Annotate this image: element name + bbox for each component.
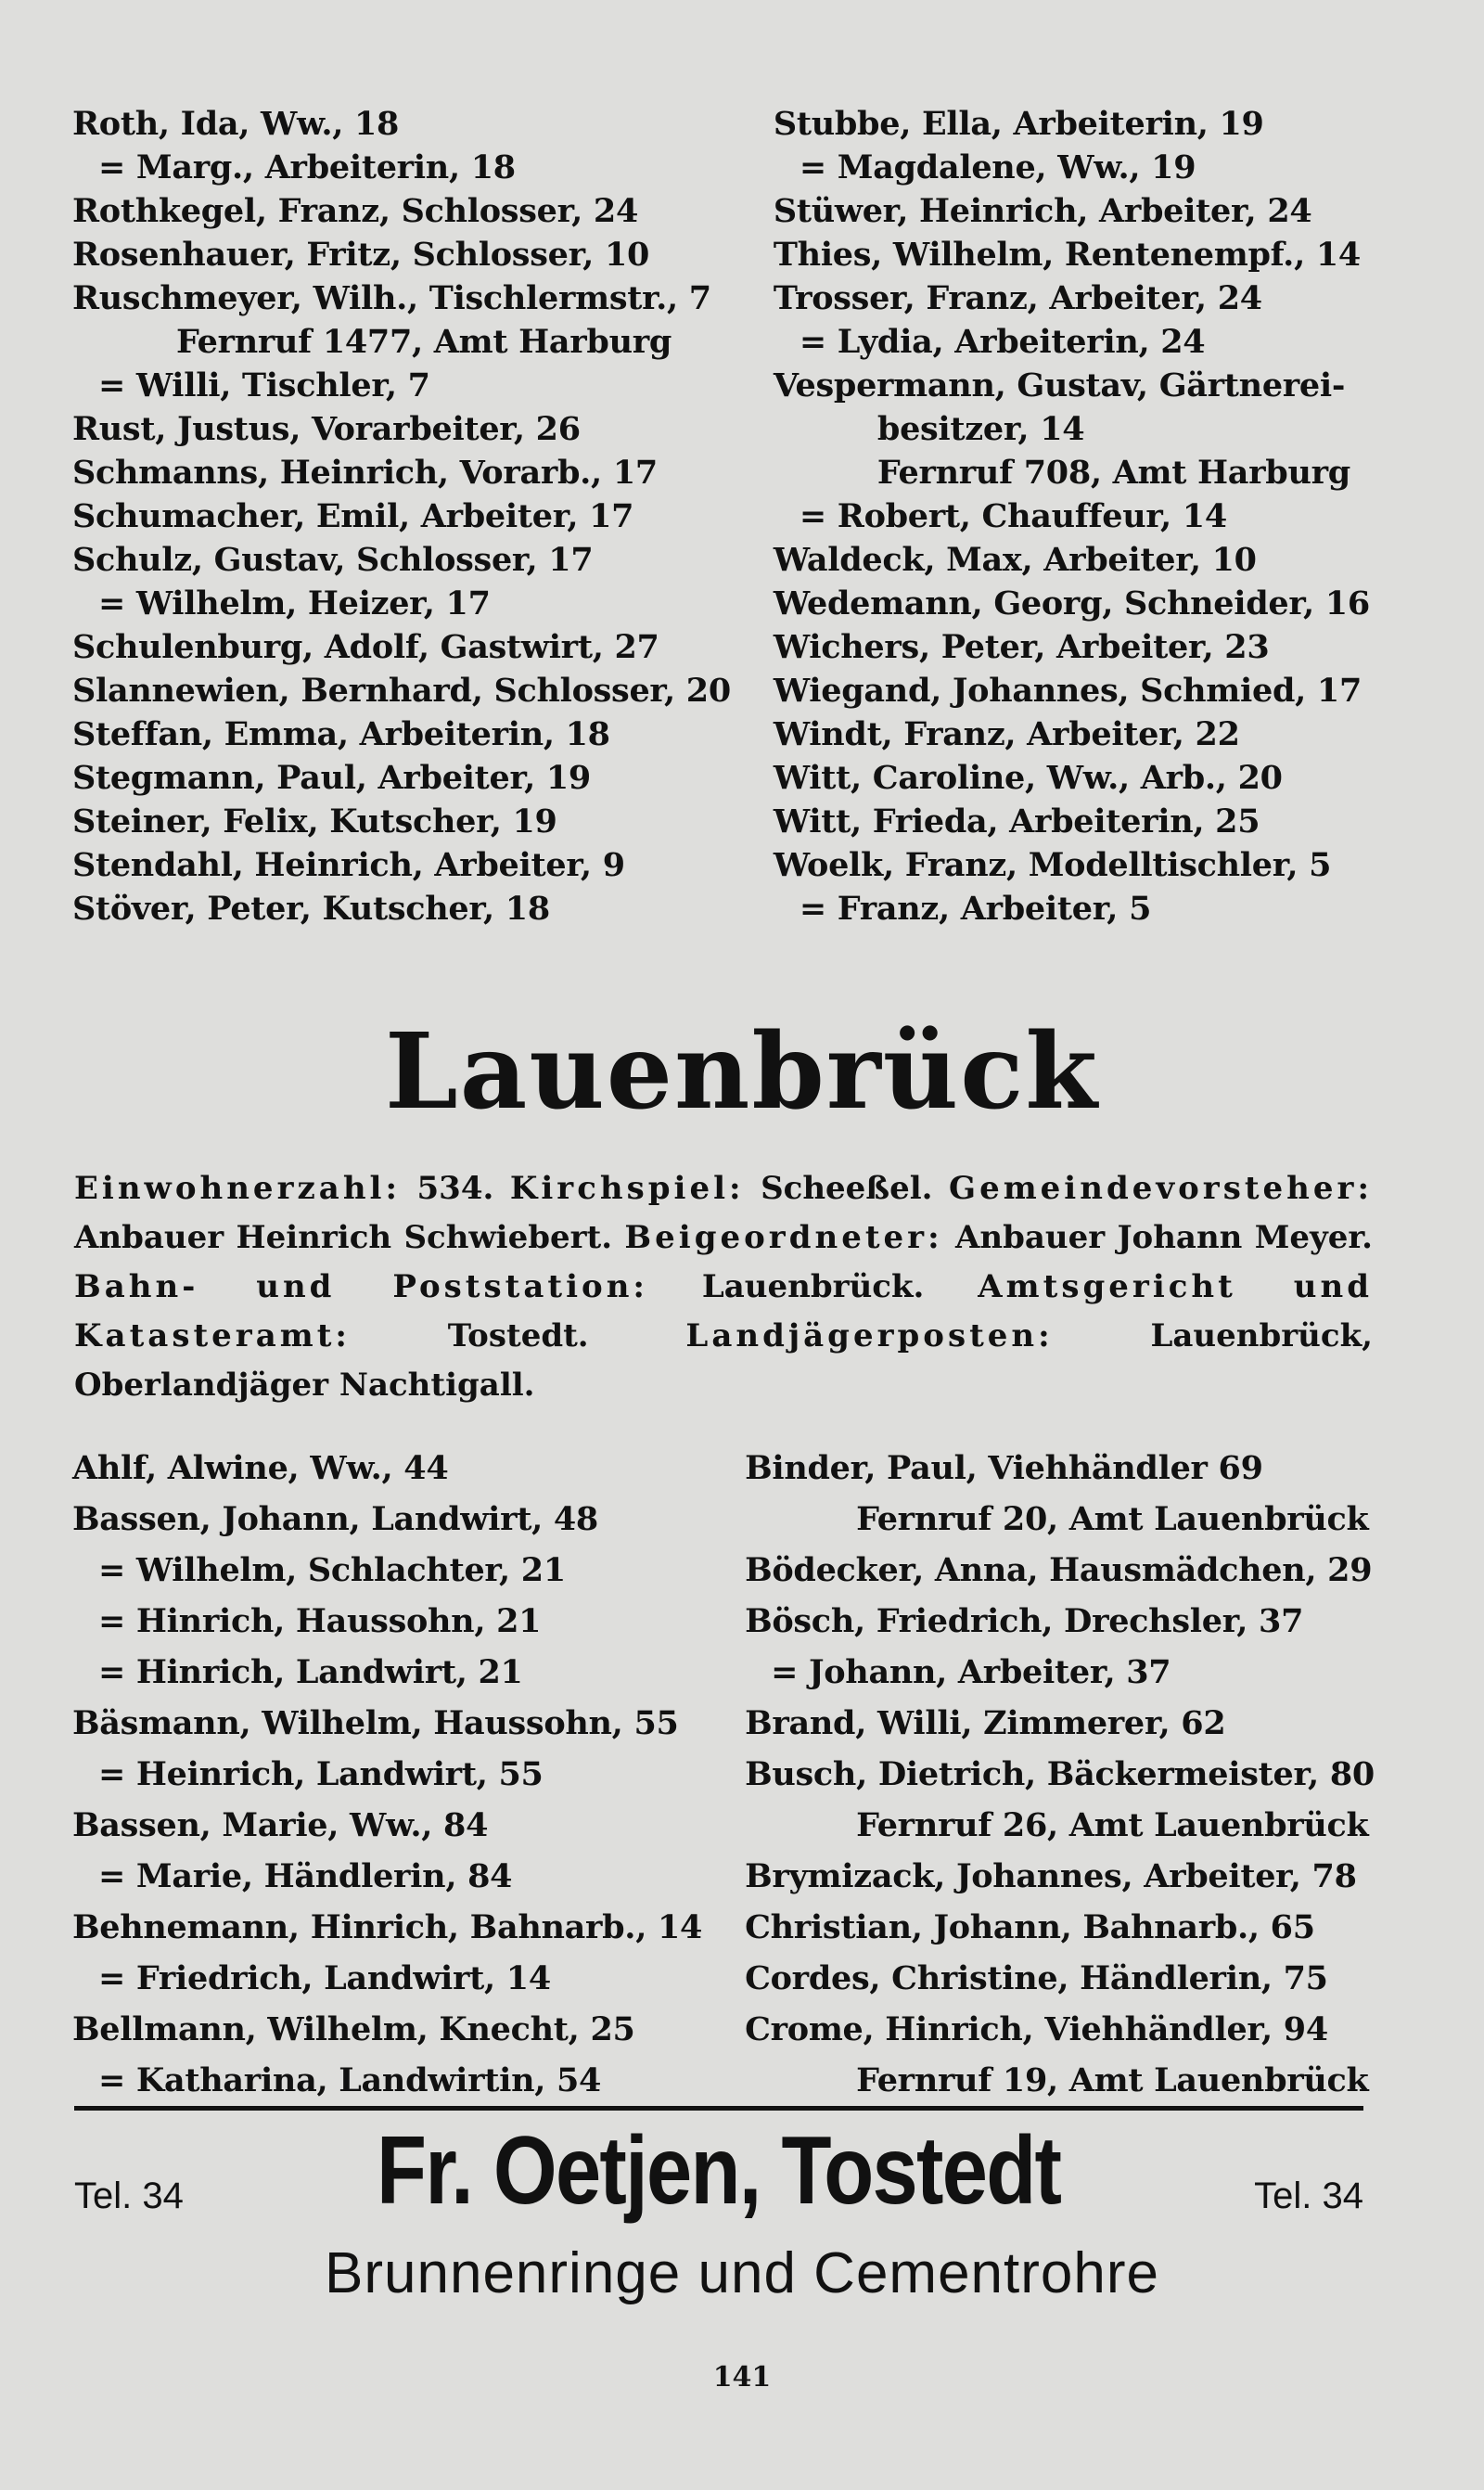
directory-entry: Brymizack, Johannes, Arbeiter, 78: [745, 1857, 1357, 1895]
directory-entry: = Franz, Arbeiter, 5: [799, 890, 1152, 928]
directory-entry: Thies, Wilhelm, Rentenempf., 14: [773, 236, 1361, 274]
directory-entry: Roth, Ida, Ww., 18: [72, 105, 400, 143]
directory-entry: Rosenhauer, Fritz, Schlosser, 10: [72, 236, 650, 274]
directory-entry: Schumacher, Emil, Arbeiter, 17: [72, 497, 634, 535]
directory-entry: Bäsmann, Wilhelm, Haussohn, 55: [72, 1704, 679, 1742]
directory-entry: = Magdalene, Ww., 19: [799, 148, 1196, 186]
directory-entry: Behnemann, Hinrich, Bahnarb., 14: [72, 1908, 703, 1946]
directory-entry: Windt, Franz, Arbeiter, 22: [773, 715, 1240, 753]
info-label: Amtsgericht und Katasteramt:: [74, 1268, 1373, 1354]
info-label: Gemeindevorsteher:: [949, 1170, 1373, 1207]
advertisement: [74, 2117, 1363, 2227]
directory-entry: Ruschmeyer, Wilh., Tischlermstr., 7: [72, 279, 711, 317]
info-label: Bahn- und Poststation:: [74, 1268, 648, 1305]
directory-entry: = Wilhelm, Schlachter, 21: [98, 1551, 566, 1589]
directory-entry: Wiegand, Johannes, Schmied, 17: [773, 672, 1362, 710]
directory-entry: Rothkegel, Franz, Schlosser, 24: [72, 192, 639, 230]
directory-entry: Stendahl, Heinrich, Arbeiter, 9: [72, 846, 625, 884]
directory-entry: = Friedrich, Landwirt, 14: [98, 1959, 551, 1997]
directory-entry: Witt, Caroline, Ww., Arb., 20: [773, 759, 1283, 797]
directory-entry: Fernruf 26, Amt Lauenbrück: [856, 1806, 1369, 1844]
directory-entry: = Lydia, Arbeiterin, 24: [799, 323, 1206, 361]
directory-entry: = Robert, Chauffeur, 14: [799, 497, 1227, 535]
directory-entry: = Johann, Arbeiter, 37: [771, 1653, 1171, 1691]
directory-entry: = Marg., Arbeiterin, 18: [98, 148, 516, 186]
directory-entry: = Heinrich, Landwirt, 55: [98, 1755, 544, 1793]
info-value: Tostedt.: [447, 1317, 589, 1354]
info-value: Anbauer Johann Meyer.: [954, 1219, 1374, 1256]
directory-entry: Bösch, Friedrich, Drechsler, 37: [745, 1602, 1304, 1640]
directory-entry: Crome, Hinrich, Viehhändler, 94: [745, 2010, 1328, 2048]
directory-entry: Binder, Paul, Viehhändler 69: [745, 1449, 1263, 1487]
directory-entry: Witt, Frieda, Arbeiterin, 25: [773, 802, 1260, 841]
directory-entry: Schulenburg, Adolf, Gastwirt, 27: [72, 628, 659, 666]
directory-entry: Stüwer, Heinrich, Arbeiter, 24: [773, 192, 1312, 230]
town-info: [74, 1164, 1373, 1410]
directory-entry: Ahlf, Alwine, Ww., 44: [72, 1449, 449, 1487]
directory-entry: Stöver, Peter, Kutscher, 18: [72, 890, 550, 928]
directory-entry: = Katharina, Landwirtin, 54: [98, 2061, 602, 2099]
directory-entry: Brand, Willi, Zimmerer, 62: [745, 1704, 1226, 1742]
directory-entry: Busch, Dietrich, Bäckermeister, 80: [745, 1755, 1375, 1793]
info-value: Lauenbrück, Oberlandjäger Nachtigall.: [74, 1317, 1373, 1404]
bottom-right-column: [719, 1443, 1386, 2106]
directory-entry: = Hinrich, Landwirt, 21: [98, 1653, 523, 1691]
info-label: Einwohnerzahl:: [74, 1170, 402, 1207]
directory-entry: Bellmann, Wilhelm, Knecht, 25: [72, 2010, 635, 2048]
page-number: 141: [712, 2361, 772, 2394]
directory-entry: Bassen, Marie, Ww., 84: [72, 1806, 489, 1844]
bottom-left-column: [65, 1443, 719, 2106]
info-value: Lauenbrück.: [701, 1268, 925, 1305]
directory-entry: Stubbe, Ella, Arbeiterin, 19: [773, 105, 1264, 143]
info-value: Scheeßel.: [761, 1170, 933, 1207]
top-columns: [65, 102, 1370, 946]
directory-entry: Rust, Justus, Vorarbeiter, 26: [72, 410, 581, 448]
ad-tel-left: Tel. 34: [74, 2176, 184, 2216]
directory-entry: Wichers, Peter, Arbeiter, 23: [773, 628, 1270, 666]
directory-entry: Fernruf 19, Amt Lauenbrück: [856, 2061, 1369, 2099]
info-label: Beigeordneter:: [624, 1219, 943, 1256]
ad-tagline: Brunnenringe und Cementrohre: [325, 2241, 1159, 2305]
bottom-columns: [65, 1443, 1375, 2106]
directory-entry: Slannewien, Bernhard, Schlosser, 20: [72, 672, 731, 710]
directory-entry: Woelk, Franz, Modelltischler, 5: [773, 846, 1332, 884]
directory-entry: Cordes, Christine, Händlerin, 75: [745, 1959, 1328, 1997]
directory-entry: besitzer, 14: [876, 410, 1085, 448]
info-value: 534.: [416, 1170, 494, 1207]
ad-tel-right: Tel. 34: [1254, 2176, 1363, 2216]
directory-entry: Vespermann, Gustav, Gärtnerei-: [773, 366, 1346, 404]
ad-rule: [74, 2106, 1363, 2111]
directory-entry: Wedemann, Georg, Schneider, 16: [773, 584, 1370, 622]
directory-entry: = Wilhelm, Heizer, 17: [98, 584, 491, 622]
info-label: Landjägerposten:: [685, 1317, 1054, 1354]
directory-entry: Steffan, Emma, Arbeiterin, 18: [72, 715, 610, 753]
directory-entry: Trosser, Franz, Arbeiter, 24: [773, 279, 1262, 317]
section-heading: Lauenbrück: [385, 1011, 1099, 1133]
directory-entry: Steiner, Felix, Kutscher, 19: [72, 802, 557, 841]
directory-entry: Fernruf 20, Amt Lauenbrück: [856, 1500, 1369, 1538]
directory-entry: Schmanns, Heinrich, Vorarb., 17: [72, 454, 658, 492]
directory-entry: Stegmann, Paul, Arbeiter, 19: [72, 759, 591, 797]
info-value: Anbauer Heinrich Schwiebert.: [74, 1219, 613, 1256]
directory-entry: Fernruf 1477, Amt Harburg: [176, 323, 672, 361]
directory-entry: Schulz, Gustav, Schlosser, 17: [72, 541, 594, 579]
directory-entry: Bödecker, Anna, Hausmädchen, 29: [745, 1551, 1373, 1589]
directory-entry: = Willi, Tischler, 7: [98, 366, 430, 404]
directory-entry: Waldeck, Max, Arbeiter, 10: [773, 541, 1257, 579]
top-right-column: [748, 102, 1381, 946]
directory-entry: Fernruf 708, Amt Harburg: [876, 454, 1350, 492]
directory-entry: Christian, Johann, Bahnarb., 65: [745, 1908, 1315, 1946]
directory-entry: Bassen, Johann, Landwirt, 48: [72, 1500, 598, 1538]
ad-company-name: Fr. Oetjen, Tostedt: [377, 2117, 1061, 2225]
info-label: Kirchspiel:: [509, 1170, 745, 1207]
top-left-column: [65, 102, 748, 946]
directory-entry: = Marie, Händlerin, 84: [98, 1857, 513, 1895]
directory-entry: = Hinrich, Haussohn, 21: [98, 1602, 542, 1640]
